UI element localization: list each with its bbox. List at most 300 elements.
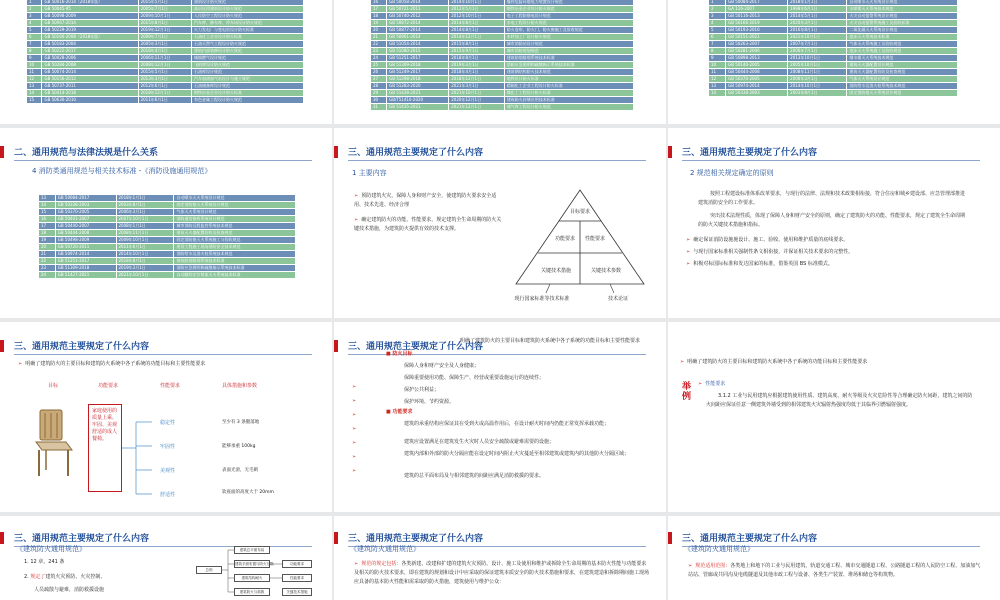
table-row: [709, 6, 958, 13]
standard-code: GB 50338-2003: [726, 90, 788, 97]
standards-table: [26, 0, 304, 104]
row-index: 3: [27, 13, 42, 20]
effective-date: 2014年8月1日: [449, 27, 505, 34]
goal-2: 保障重要使用功能、保障生产、经营或重要设施运行的连续性；: [404, 375, 545, 381]
standard-name: 飞机库设计防火规范: [192, 62, 304, 69]
row-index: 7: [27, 41, 42, 48]
table-row: [39, 258, 296, 265]
table-row: [27, 34, 304, 41]
table-row: [371, 6, 634, 13]
row-index: 23: [371, 48, 387, 55]
effective-date: 2015年9月1日: [449, 48, 505, 55]
header-measures: 具体措施和参数: [222, 383, 258, 389]
standard-name: 建筑灭火器配置设计规范: [847, 62, 958, 69]
function-3: 建筑内部和外部的防火分隔应能在设定时间内阻止火灾蔓延至相邻建筑或建筑内的其他防火分隔区域；: [404, 451, 630, 457]
row-index: 15: [27, 97, 42, 104]
intro-line: [680, 358, 980, 367]
measure-1: 至少有 3 条腿落地: [222, 420, 260, 425]
standards-table: [370, 0, 634, 111]
standard-code: GB 50974-2014: [55, 251, 116, 258]
standard-code: GB 50116-2013: [726, 13, 788, 20]
standard-name: 固定消防炮灭火系统施工与验收规范: [174, 237, 296, 244]
principle-text: 确定保证消防设施施设计、施工、验收、使用和维护质量的底线要求。: [693, 237, 849, 243]
effective-date: 2008年1月1日: [116, 223, 174, 230]
row-index: 13: [27, 83, 42, 90]
standard-name: 自动喷水灭火系统设计规范: [847, 0, 958, 6]
standard-name: 细水雾灭火系统技术规范: [847, 55, 958, 62]
table-row: [709, 20, 958, 27]
standard-code: GB 50263-2007: [726, 41, 788, 48]
slide-title-bar: [0, 338, 332, 354]
row-index: 22: [371, 41, 387, 48]
arrow-icon: ➢: [686, 237, 691, 243]
mind-leaf: 性能要求: [282, 574, 312, 582]
scope-keyword: 规范的规定包括：: [361, 561, 402, 567]
arrow-icon: ➢: [354, 561, 359, 567]
table-row: [27, 76, 304, 83]
goal-4: 保护环境、节约资源。: [404, 399, 455, 405]
standard-code: GB 50721-2011: [387, 6, 449, 13]
standard-code: GB 51080-2015: [387, 48, 449, 55]
effective-date: 2012年5月1日: [449, 6, 505, 13]
row-index: 20: [371, 27, 387, 34]
standard-code: GB 51435-2021: [387, 104, 449, 111]
title-marker: [334, 532, 338, 544]
standard-name: 汽车加油加气站设计与施工规范: [192, 76, 304, 83]
header-function: 功能要求: [98, 383, 119, 389]
mind-node: 建筑平面布置与防火分隔: [235, 562, 274, 566]
row-index: 31: [371, 104, 387, 111]
example-side-label: 举例: [682, 382, 692, 402]
table-row: [371, 27, 634, 34]
standard-code: GB 50898-2013: [726, 55, 788, 62]
standard-code: GB 50974-2014: [726, 83, 788, 90]
row-index: 11: [709, 69, 726, 76]
table-row: [371, 41, 634, 48]
standard-code: GB 50183-2004: [42, 41, 138, 48]
slide-title-bar: [334, 144, 666, 160]
standard-name: 石油天然气工程设计防火规范: [192, 41, 304, 48]
row-index: 13: [709, 83, 726, 90]
table-row: [371, 104, 634, 111]
table-row: [709, 83, 958, 90]
standard-name: 建筑防火封堵应用技术标准: [504, 97, 633, 104]
row-index: 10: [27, 62, 42, 69]
effective-date: 2018年12月1日: [138, 90, 191, 97]
title-rule: [14, 354, 312, 355]
intro-text: 明确了建筑防火的主要目标和建筑防火系统中各子系统的功能目标和主要性能要求: [687, 359, 868, 365]
standard-name: 气体灭火系统施工及验收规范: [847, 41, 958, 48]
effective-date: 2015年8月1日: [449, 41, 505, 48]
table-row: [27, 48, 304, 55]
effective-date: 2005年3月1日: [138, 41, 191, 48]
mind-node: 建筑结构耐火: [234, 574, 270, 582]
standard-code: GB 51283-2020: [387, 83, 449, 90]
effective-date: 2006年3月1日: [116, 209, 174, 216]
standard-name: 防火卷帘、防火门、防火窗施工及验收规范: [504, 27, 633, 34]
effective-date: 2007年10月1日: [116, 216, 174, 223]
table-row: [27, 62, 304, 69]
bullet-2: [354, 216, 504, 234]
bullet-text: 确定建筑防火的功能、性能要求，规定建筑全生命周期的防火关键技术措施，为建筑防火提供有效的技术支撑。: [354, 217, 502, 232]
standard-name: 精细化工企业工程设计防火标准: [504, 83, 633, 90]
effective-date: 2009年7月1日: [138, 34, 191, 41]
standard-code: GB 50160-2008（2018年版）: [42, 34, 138, 41]
standard-name: 火灾自动报警系统施工及验收标准: [847, 20, 958, 27]
standard-code: GB 50193-2016: [726, 27, 788, 34]
standard-code: GB 50414-2018: [42, 90, 138, 97]
heading-function: [386, 408, 412, 417]
book-title: 《建筑防火通用规范》: [684, 545, 754, 553]
heading-text: 性能要求: [705, 381, 726, 387]
standard-code: GB 50961-2014: [387, 34, 449, 41]
title-rule: [14, 160, 312, 161]
row-index: 12: [27, 76, 42, 83]
title-rule: [682, 160, 980, 161]
standard-code: GB 51298-2018: [387, 76, 449, 83]
table-row: [371, 83, 634, 90]
title-marker: [334, 340, 338, 352]
standard-name: 气体灭火系统设计规范: [847, 76, 958, 83]
table-row: [371, 69, 634, 76]
standard-name: 固定消防炮灭火系统设计规范: [847, 90, 958, 97]
table-row: [39, 244, 296, 251]
slide-title-bar: [0, 144, 332, 160]
standard-name: 城镇燃气设计规范: [192, 55, 304, 62]
standard-code: GB 51251-2017: [55, 258, 116, 265]
standard-name: 消防通信指挥系统设计规范: [174, 216, 296, 223]
effective-date: 2020年3月1日: [788, 20, 847, 27]
effective-date: 2018年4月1日: [138, 48, 191, 55]
effective-date: 2009年10月1日: [138, 13, 191, 20]
table-row: [709, 13, 958, 20]
row-index: 17: [371, 6, 387, 13]
effective-date: 2021年10月1日: [788, 34, 847, 41]
table-row: [709, 41, 958, 48]
table-row: [371, 48, 634, 55]
standard-name: 泡沫灭火系统施工及验收规范: [847, 48, 958, 55]
standard-code: GB 51249-2017: [387, 69, 449, 76]
table-row: [709, 62, 958, 69]
table-row: [39, 202, 296, 209]
mind-leaf: 关键技术措施: [282, 588, 312, 596]
title-rule: [348, 160, 646, 161]
standard-name: 消防给水及消火栓系统技术规范: [847, 83, 958, 90]
slide-4[interactable]: [0, 128, 332, 318]
table-row: [27, 20, 304, 27]
title-marker: [668, 146, 672, 158]
row-index: 3: [709, 13, 726, 20]
standard-code: GB 50338-2003: [55, 202, 116, 209]
standard-name: 水电工程设计防火规范: [504, 20, 633, 27]
standard-code: GB 50444-2008: [726, 69, 788, 76]
standard-name: 消防给水及消火栓系统技术规范: [174, 251, 296, 258]
row-index: 29: [371, 90, 387, 97]
standard-code: GB 50498-2009: [55, 237, 116, 244]
effective-date: 2019年3月1日: [449, 62, 505, 69]
table-row: [371, 20, 634, 27]
table-row: [709, 34, 958, 41]
clause-text: 3.1.2 工业与民用建筑应根据建筑使用性质、建筑高度、耐火等级及火灾危险性等合理确定防火间距，建筑之间的防火间距应保证任意一侧建筑外墙受到的相邻建筑火灾辐射热强度均低于其临界引燃辐射强度。: [706, 393, 973, 408]
title-marker: [0, 340, 4, 352]
pyramid-top: 目标要求: [569, 209, 591, 215]
standard-name: 地铁设计防火标准: [504, 76, 633, 83]
row-index: 22: [39, 258, 56, 265]
left-arrows: ➢ ➢ ➢ ➢ ➢ ➢ ➢: [352, 384, 357, 474]
row-index: 13: [39, 195, 56, 202]
point-text: 建筑火灾预防、火灾控制、: [45, 574, 106, 580]
standard-name: 气体灭火系统设计规范: [174, 209, 296, 216]
title-marker: [334, 146, 338, 158]
slide-10[interactable]: [0, 516, 332, 600]
standard-name: 建筑钢结构防火技术规范: [504, 69, 633, 76]
table-row: [39, 195, 296, 202]
standard-name: 高层民用建筑设计防火规范: [192, 6, 304, 13]
effective-date: 2018年1月1日: [788, 0, 847, 6]
slide-title: 三、通用规范主要规定了什么内容: [348, 534, 484, 544]
effective-date: 2003年8月1日: [116, 202, 174, 209]
effective-date: 2011年6月1日: [116, 244, 174, 251]
row-index: 16: [39, 216, 56, 223]
standard-code: GB 50370-2005: [726, 76, 788, 83]
standard-code: GB 50440-2007: [55, 223, 116, 230]
standards-table: [708, 0, 958, 97]
standard-name: 建筑灭火器配置验收及检查规范: [174, 230, 296, 237]
row-index: 27: [371, 76, 387, 83]
row-index: 23: [39, 265, 56, 272]
table-row: [27, 90, 304, 97]
standard-code: GB 50222-2017: [42, 48, 138, 55]
row-index: 30: [371, 97, 387, 104]
standard-name: 储气库工程设计防火规范: [504, 104, 633, 111]
function-text: 家庭使用的质量上乘、牢固、美观舒适的成人餐椅。: [92, 408, 118, 442]
standard-code: GB 51428-2021: [387, 90, 449, 97]
perf-comfort: 舒适性: [160, 492, 176, 498]
heading-text: 功能要求: [392, 409, 413, 415]
slide-subtitle: 4 消防类通用规范与相关技术标准 -《消防设施通用规范》: [32, 167, 212, 175]
row-index: 14: [27, 90, 42, 97]
standard-code: GB 50084-2017: [726, 0, 788, 6]
standard-code: GB/T51410-2020: [387, 97, 449, 104]
slide-title: 三、通用规范主要规定了什么内容: [348, 148, 484, 158]
effective-date: 2007年7月1日: [788, 41, 847, 48]
table-row: [27, 27, 304, 34]
point-number: 2.: [24, 574, 29, 580]
table-row: [39, 237, 296, 244]
principle-2: 突出技术法规性质，体现了保障人身和财产安全的原则，确定了建筑防火的功能、性能要求，规定了建筑全生命周期的防火关键技术措施和指标。: [698, 213, 966, 228]
standard-name: 有色金属工程设计防火规范: [192, 97, 304, 104]
slide-3[interactable]: [668, 0, 1000, 124]
effective-date: 2014年12月1日: [449, 34, 505, 41]
point-2: [24, 573, 105, 582]
effective-date: 2014年10月1日: [449, 0, 505, 6]
table-row: [27, 69, 304, 76]
table-row: [709, 69, 958, 76]
slide-6[interactable]: [668, 128, 1000, 318]
standard-code: GB 50098-2009: [42, 13, 138, 20]
effective-date: 2021年3月1日: [449, 83, 505, 90]
standard-name: 石油库设计规范: [192, 69, 304, 76]
principle-5: [686, 260, 970, 269]
standard-name: 二氧化碳灭火系统设计规范: [847, 27, 958, 34]
row-index: 7: [709, 41, 726, 48]
perf-heading: [698, 380, 725, 389]
effective-date: 2015年5月1日: [138, 69, 191, 76]
effective-date: 2006年7月1日: [788, 48, 847, 55]
table-row: [709, 76, 958, 83]
standard-code: GB 50229-2019: [42, 27, 138, 34]
standard-code: GB 50074-2014: [42, 69, 138, 76]
arrow-icon: ➢: [686, 261, 691, 267]
slide-7[interactable]: [0, 322, 332, 512]
standard-name: 爆炸危险环境电力装置设计规范: [504, 0, 633, 6]
standard-name: 火灾自动报警系统设计规范: [847, 13, 958, 20]
title-marker: [0, 146, 4, 158]
standards-table: [38, 194, 296, 279]
table-row: [709, 27, 958, 34]
effective-date: 2012年10月1日: [449, 13, 505, 20]
standard-name: 泡沫灭火系统技术标准: [847, 34, 958, 41]
slide-9[interactable]: [668, 322, 1000, 512]
standard-code: GB 51054-2014: [387, 41, 449, 48]
table-row: [27, 41, 304, 48]
standard-name: 固定消防炮灭火系统设计规范: [174, 202, 296, 209]
row-index: 11: [27, 69, 42, 76]
standard-code: GB 50084-2017: [55, 195, 116, 202]
effective-date: 2013年3月1日: [138, 76, 191, 83]
standard-name: 人民防空工程设计防火规范: [192, 13, 304, 20]
table-row: [371, 55, 634, 62]
goal-3: 保护公共利益；: [404, 387, 440, 393]
table-row: [709, 55, 958, 62]
standard-name: 电子工程防静电设计规范: [504, 13, 633, 20]
book-title: 《建筑防火通用规范》: [350, 545, 420, 553]
table-row: [27, 55, 304, 62]
arrow-icon: ➢: [18, 361, 23, 367]
standard-name: 木材加工厂设计防火规范: [504, 34, 633, 41]
effective-date: 1998年6月1日: [788, 6, 847, 13]
standard-name: 消防应急照明和疏散指示系统技术标准: [174, 265, 296, 272]
row-index: 28: [371, 83, 387, 90]
slide-5[interactable]: [334, 128, 666, 318]
slide-title: 三、通用规范主要规定了什么内容: [682, 534, 818, 544]
standard-code: GB 50156-2012: [42, 76, 138, 83]
standard-code: GB 51251-2017: [387, 55, 449, 62]
standard-code: GB 50151-2021: [726, 34, 788, 41]
point-3: 人员疏散与避难，消防救援设施: [34, 587, 105, 593]
scope-keyword: 规范适用范围：: [695, 563, 731, 569]
perf-firmness: 牢固性: [160, 444, 176, 450]
effective-date: 2005年7月1日: [138, 6, 191, 13]
standard-code: GB 50067-2014: [42, 20, 138, 27]
effective-date: 2013年10月1日: [788, 55, 847, 62]
slide-title: 三、通用规范主要规定了什么内容: [14, 534, 150, 544]
row-index: 24: [39, 272, 56, 279]
standard-name: 建筑防烟排烟系统技术标准: [174, 258, 296, 265]
effective-date: 2018年8月1日: [449, 55, 505, 62]
effective-date: 2008年12月1日: [138, 62, 191, 69]
standard-code: GB 50370-2005: [55, 209, 116, 216]
standard-code: GB 50737-2011: [42, 83, 138, 90]
standard-name: 火力发电厂与变电站设计防火标准: [192, 27, 304, 34]
measure-3: 表面光滑，无毛刺: [222, 468, 258, 473]
standard-code: GB 50401-2007: [55, 216, 116, 223]
slide-title: 三、通用规范主要规定了什么内容: [14, 342, 150, 352]
table-row: [39, 230, 296, 237]
principle-text: 与现行国家标准相关强制性条文相衔接，并保证相关技术要求的完整性。: [693, 249, 854, 255]
row-index: 18: [371, 13, 387, 20]
effective-date: 2012年6月1日: [138, 83, 191, 90]
arrow-icon: ➢: [698, 381, 703, 387]
effective-date: 2014年8月1日: [449, 20, 505, 27]
effective-date: 2021年10月1日: [116, 272, 174, 279]
principle-text: 积极对标国际标准和发达国家的标准，借鉴英国 BS 标准模式。: [693, 261, 833, 267]
standard-name: 煤化工工程设计防火标准: [504, 90, 633, 97]
effective-date: 2020年12月1日: [449, 97, 505, 104]
intro-text: 明确了建筑防火的主要目标和建筑防火系统中各子系统的功能目标和主要性能要求: [460, 338, 641, 344]
mind-node: 建筑防火与疏散: [234, 588, 270, 596]
slide-2[interactable]: [334, 0, 666, 124]
effective-date: 2014年5月1日: [788, 13, 847, 20]
table-row: [371, 34, 634, 41]
table-row: [371, 76, 634, 83]
table-row: [39, 251, 296, 258]
effective-date: 2018年12月1日: [449, 76, 505, 83]
book-title: 《建筑防火通用规范》: [16, 545, 86, 553]
standard-code: GB 50140-2005: [726, 62, 788, 69]
slide-1[interactable]: [0, 0, 332, 124]
pyramid-bot-left: 关键技术措施: [540, 268, 572, 274]
row-index: 14: [709, 90, 726, 97]
mind-root: 总则: [196, 566, 222, 574]
standard-code: GB 50058-2014: [387, 0, 449, 6]
bullet-1: [354, 192, 504, 210]
effective-date: 2019年3月1日: [116, 265, 174, 272]
intro-line: [18, 360, 318, 369]
table-row: [371, 62, 634, 69]
effective-date: 2015年8月1日: [138, 20, 191, 27]
standard-code: GB 50630-2010: [42, 97, 138, 104]
effective-date: 2014年10月1日: [788, 83, 847, 90]
standard-code: GB 51309-2018: [387, 62, 449, 69]
point-keyword: 规定了: [30, 574, 46, 580]
standard-code: GB 50877-2014: [387, 27, 449, 34]
table-row: [709, 48, 958, 55]
row-index: 20: [39, 244, 56, 251]
effective-date: 2018年4月1日: [449, 69, 505, 76]
row-index: 14: [39, 202, 56, 209]
row-index: 1: [709, 0, 726, 6]
row-index: 9: [27, 55, 42, 62]
slide-11[interactable]: [334, 516, 666, 600]
arrow-icon: ➢: [680, 359, 685, 365]
effective-date: 2014年10月1日: [116, 251, 174, 258]
row-index: 5: [709, 27, 726, 34]
row-index: 1: [27, 0, 42, 6]
connector-lines: [122, 404, 162, 504]
standard-code: GB 50028-2006: [42, 55, 138, 62]
slide-12[interactable]: [668, 516, 1000, 600]
standard-name: 水喷雾灭火系统技术规范: [847, 6, 958, 13]
effective-date: 2018年8月1日: [116, 258, 174, 265]
function-4: 建筑的总平面布局及与相邻建筑的间距应满足消防救援的要求。: [404, 473, 545, 479]
arrow-icon: ➢: [354, 193, 359, 199]
slide-8[interactable]: [334, 322, 666, 512]
effective-date: 2011年6月1日: [138, 97, 191, 104]
standard-code: GB 50284-2008: [42, 62, 138, 69]
effective-date: 2009年10月1日: [116, 237, 174, 244]
standard-code: GB 50444-2008: [55, 230, 116, 237]
